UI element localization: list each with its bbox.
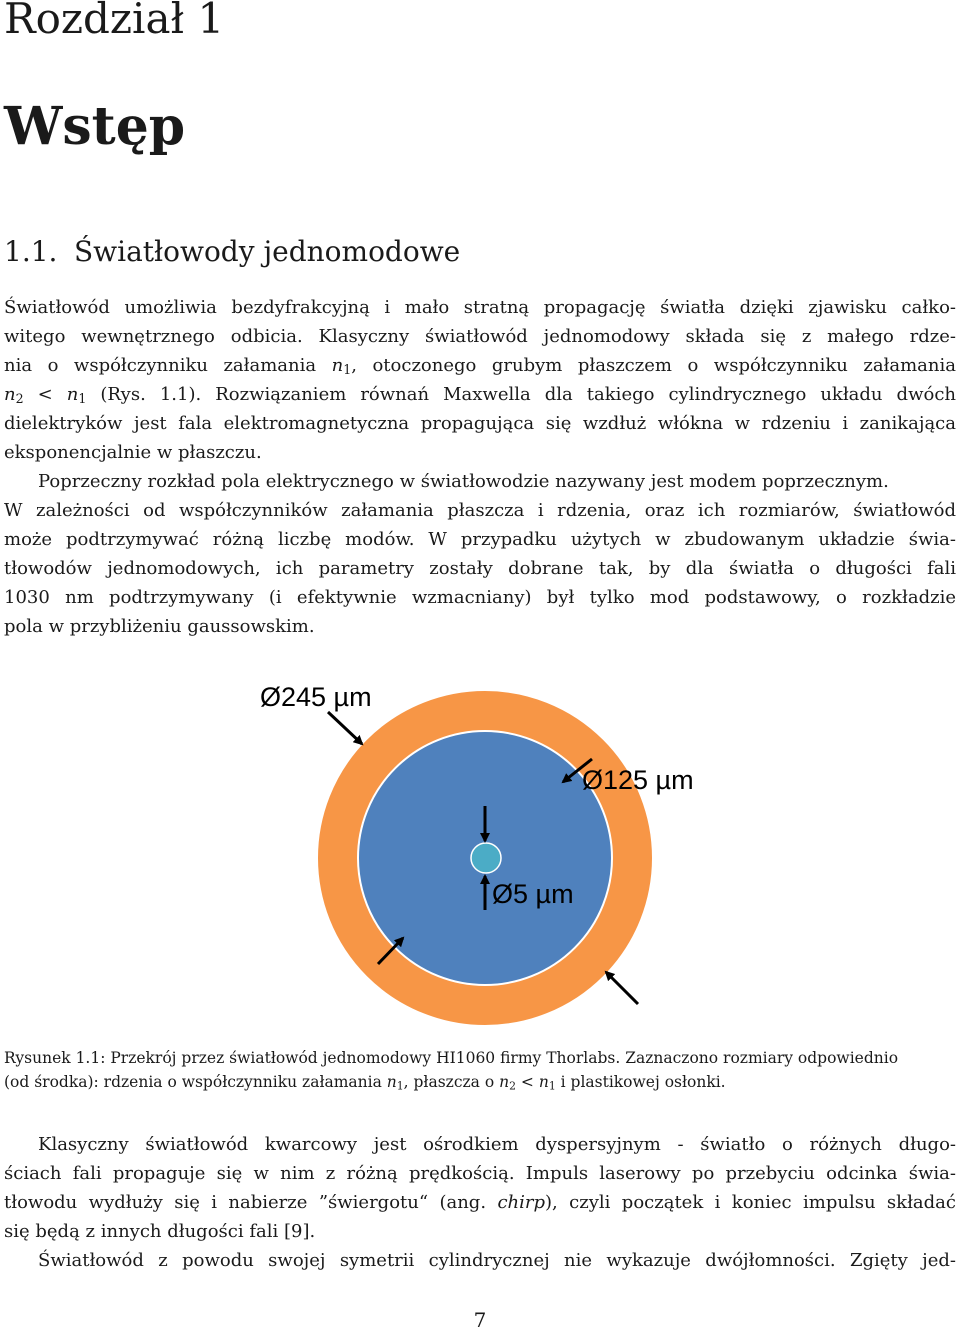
caption-line: (od środka): rdzenia o współczynniku załamania $n_1$, płaszcza o $n_2 < n_1$ i plastikowej osłonki. <box>4 1073 726 1093</box>
label-cladding-diameter: Ø125 µm <box>582 765 694 795</box>
text-line: tłowodu wydłuży się i nabierze ”świergotu“ (ang. chirp), czyli początek i koniec impulsu składać <box>4 1192 956 1213</box>
text-line <box>4 351 956 380</box>
text-line: Światłowód umożliwia bezdyfrakcyjną i mało stratną propagację światła dzięki zjawisku całko- <box>4 297 956 318</box>
text-line: eksponencjalnie w płaszczu. <box>4 442 262 463</box>
chapter-title: Wstęp <box>4 96 186 157</box>
math-inequality: $n_2 < n_1$ <box>4 384 87 407</box>
paragraph-birefringence <box>4 1246 956 1275</box>
caption-line: Rysunek 1.1: Przekrój przez światłowód jednomodowy HI1060 firmy Thorlabs. Zaznaczono rozmiary odpowiednio <box>4 1049 899 1067</box>
math-inequality: $n_2 < n_1$ <box>499 1073 556 1093</box>
text-line: może podtrzymywać różną liczbę modów. W przypadku użytych w zbudowanym układzie świa- <box>4 529 956 550</box>
paragraph-dispersion <box>4 1130 956 1246</box>
math-n1: $n_1$ <box>386 1073 404 1093</box>
figure-caption <box>4 1046 956 1094</box>
chapter-label: Rozdział 1 <box>4 0 225 43</box>
text-fragment: nia o współczynniku załamania <box>4 355 332 376</box>
section-number: 1.1. <box>4 235 58 268</box>
text-line: Poprzeczny rozkład pola elektrycznego w światłowodzie nazywany jest modem poprzecznym. <box>38 471 889 492</box>
text-line: Klasyczny światłowód kwarcowy jest ośrodkiem dyspersyjnym - światło o różnych długo- <box>38 1134 956 1155</box>
fiber-cross-section-figure <box>240 672 720 1034</box>
core-circle <box>471 843 501 873</box>
paragraph-intro <box>4 293 956 467</box>
text-line: dielektryków jest fala elektromagnetyczna propagująca się wzdłuż włókna w rdzeniu i zanikająca <box>4 413 956 434</box>
section-title: Światłowody jednomodowe <box>74 235 461 268</box>
text-line: witego wewnętrznego odbicia. Klasyczny światłowód jednomodowy składa się z małego rdze- <box>4 326 956 347</box>
label-outer-diameter: Ø245 µm <box>260 682 372 712</box>
text-fragment: , otoczonego grubym płaszczem o współczynniku załamania <box>351 355 956 376</box>
term-chirp: chirp <box>497 1192 546 1213</box>
page-number: 7 <box>473 1308 487 1332</box>
text-line: ściach fali propaguje się w nim z różną prędkością. Impuls laserowy po przebyciu odcinka świa- <box>4 1163 956 1184</box>
arrow-outer-top <box>328 712 362 744</box>
label-core-diameter: Ø5 µm <box>492 879 574 909</box>
fiber-diagram <box>240 672 720 1034</box>
text-line: tłowodów jednomodowych, ich parametry zostały dobrane tak, by dla światła o długości fali <box>4 558 956 579</box>
text-line <box>4 380 956 409</box>
text-line: W zależności od współczynników załamania płaszcza i rdzenia, oraz ich rozmiarów, światłowód <box>4 500 956 521</box>
text-line: 1030 nm podtrzymywany (i efektywnie wzmacniany) był tylko mod podstawowy, o rozkładzie <box>4 587 956 608</box>
text-line: się będą z innych długości fali [9]. <box>4 1221 316 1242</box>
text-line: pola w przybliżeniu gaussowskim. <box>4 616 315 637</box>
section-heading <box>4 234 460 270</box>
math-n1: $n_1$ <box>331 355 352 378</box>
text-line: Światłowód z powodu swojej symetrii cylindrycznej nie wykazuje dwójłomności. Zgięty jed- <box>38 1250 956 1271</box>
text-fragment: (Rys. 1.1). Rozwiązaniem równań Maxwella dla takiego cylindrycznego układu dwóch <box>86 384 956 405</box>
arrow-outer-bottom <box>606 972 638 1004</box>
paragraph-modes <box>4 467 956 641</box>
